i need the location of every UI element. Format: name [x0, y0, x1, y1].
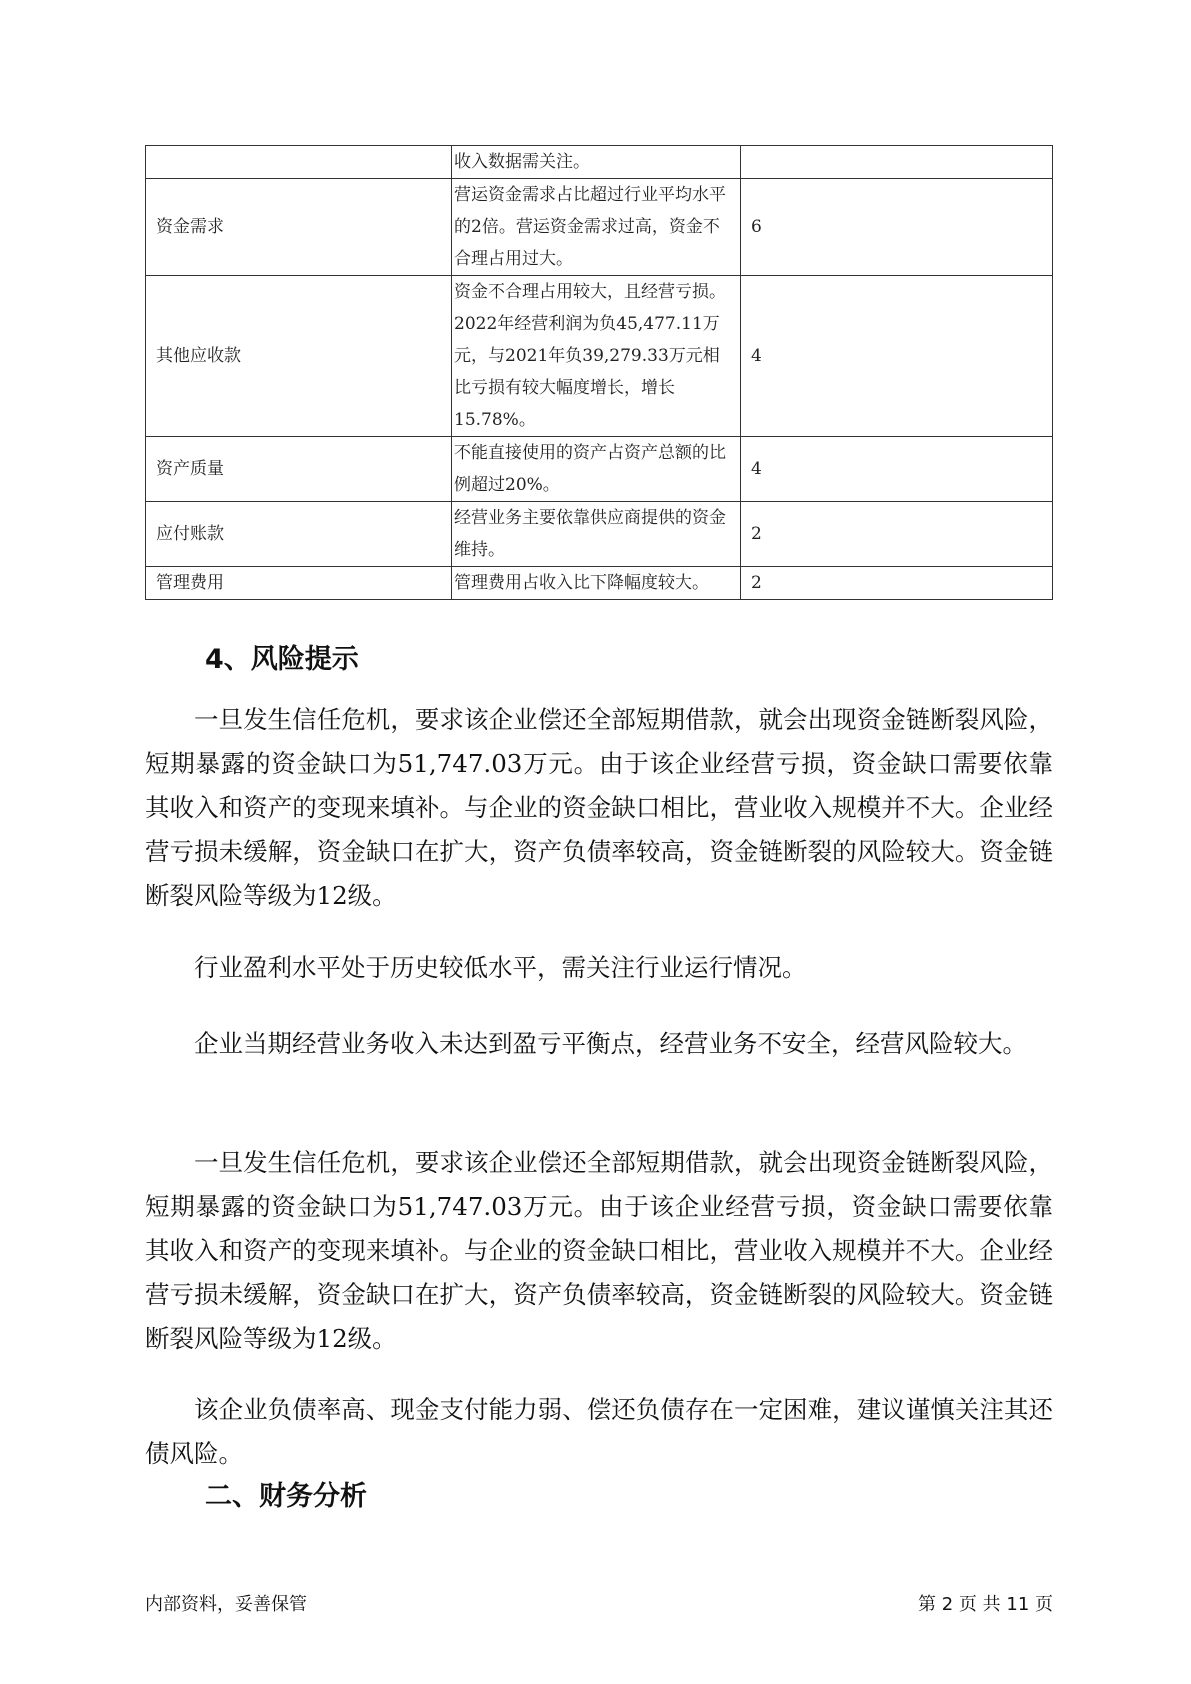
paragraph: 行业盈利水平处于历史较低水平，需关注行业运行情况。 [194, 953, 807, 982]
table-row [146, 437, 1053, 502]
section-heading-risk: 4、风险提示 [205, 644, 359, 675]
table-row [146, 502, 1053, 567]
paragraph: 一旦发生信任危机，要求该企业偿还全部短期借款，就会出现资金链断裂风险，短期暴露的资金缺口为51,747.03万元。由于该企业经营亏损，资金缺口需要依靠其收入和资产的变现来填补。与企业的资金缺口相比，营业收入规模并不大。企业经营亏损未缓解，资金缺口在扩大，资产负债率较高，资金链断裂的风险较大。资金链断裂风险等级为12级。 [145, 1148, 1053, 1353]
table-row [146, 146, 1053, 179]
table-cell-item [146, 146, 452, 179]
table-cell-item: 应付账款 [146, 502, 452, 567]
table-cell-score: 2 [741, 567, 1053, 600]
table-cell-score: 4 [741, 437, 1053, 502]
section-heading-finance: 二、财务分析 [205, 1481, 367, 1512]
paragraph: 一旦发生信任危机，要求该企业偿还全部短期借款，就会出现资金链断裂风险，短期暴露的资金缺口为51,747.03万元。由于该企业经营亏损，资金缺口需要依靠其收入和资产的变现来填补。与企业的资金缺口相比，营业收入规模并不大。企业经营亏损未缓解，资金缺口在扩大，资产负债率较高，资金链断裂的风险较大。资金链断裂风险等级为12级。 [145, 705, 1053, 910]
table-cell-score [741, 146, 1053, 179]
table-row [146, 179, 1053, 276]
table-cell-score: 4 [741, 276, 1053, 437]
table-cell-score: 2 [741, 502, 1053, 567]
table-row [146, 276, 1053, 437]
table-cell-item: 管理费用 [146, 567, 452, 600]
footer-page-number: 第 2 页 共 11 页 [918, 1594, 1053, 1615]
table-cell-score: 6 [741, 179, 1053, 276]
table-cell-desc: 管理费用占收入比下降幅度较大。 [452, 567, 741, 600]
table-cell-desc: 营运资金需求占比超过行业平均水平的2倍。营运资金需求过高，资金不合理占用过大。 [452, 179, 741, 276]
table-cell-desc: 资金不合理占用较大，且经营亏损。2022年经营利润为负45,477.11万元，与2021年负39,279.33万元相比亏损有较大幅度增长，增长15.78%。 [452, 276, 741, 437]
table-row [146, 567, 1053, 600]
table-cell-desc: 收入数据需关注。 [452, 146, 741, 179]
table-cell-item: 其他应收款 [146, 276, 452, 437]
footer-confidential: 内部资料，妥善保管 [145, 1594, 307, 1615]
risk-table [145, 145, 1053, 600]
table-cell-item: 资产质量 [146, 437, 452, 502]
table-cell-item: 资金需求 [146, 179, 452, 276]
paragraph: 该企业负债率高、现金支付能力弱、偿还负债存在一定困难，建议谨慎关注其还债风险。 [145, 1395, 1053, 1468]
paragraph: 企业当期经营业务收入未达到盈亏平衡点，经营业务不安全，经营风险较大。 [194, 1029, 1027, 1058]
table-cell-desc: 经营业务主要依靠供应商提供的资金维持。 [452, 502, 741, 567]
table-cell-desc: 不能直接使用的资产占资产总额的比例超过20%。 [452, 437, 741, 502]
